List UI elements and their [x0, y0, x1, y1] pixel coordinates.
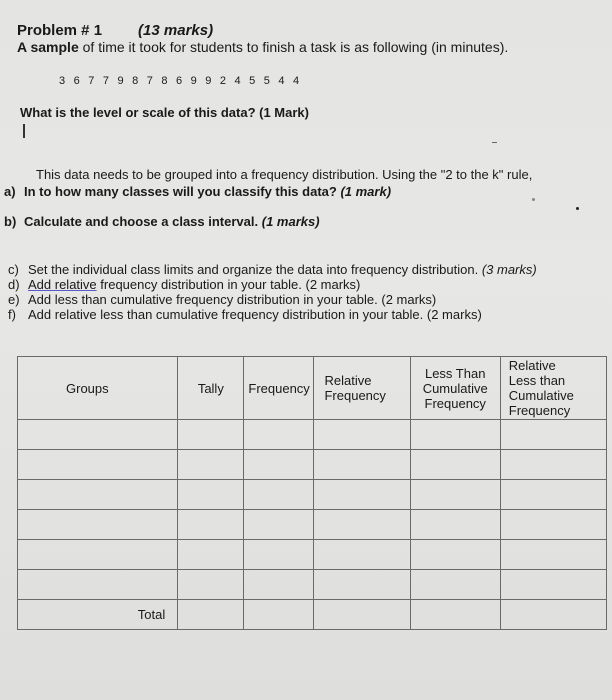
table-cell[interactable] — [18, 540, 178, 570]
header-relative-less-than-cumulative — [500, 357, 606, 420]
item-f-label: f) — [8, 307, 16, 322]
intro-rest: of time it took for students to finish a task is as following (in minutes). — [78, 39, 509, 55]
header-groups: Groups — [18, 357, 178, 420]
data-value: 2 — [219, 75, 227, 87]
table-cell[interactable] — [410, 510, 500, 540]
table-cell[interactable] — [178, 600, 244, 630]
table-row-total — [18, 600, 607, 630]
item-e-label: e) — [8, 292, 20, 307]
data-value: 8 — [132, 75, 139, 87]
header-line: Less Than — [424, 365, 486, 381]
header-line: Frequency — [508, 403, 571, 418]
table-cell[interactable] — [244, 420, 314, 450]
table-header-row — [18, 357, 607, 420]
data-value: 4 — [278, 75, 285, 87]
table-cell[interactable] — [410, 420, 500, 450]
question-level-scale: What is the level or scale of this data? (1 Mark) — [20, 105, 309, 120]
table-cell[interactable] — [244, 450, 314, 480]
data-value: 4 — [293, 75, 300, 87]
sample-data-values — [59, 75, 308, 87]
stray-dot — [576, 207, 579, 210]
data-value: 9 — [190, 75, 198, 87]
data-value: 7 — [146, 75, 154, 87]
header-less-than-cumulative — [410, 357, 500, 420]
data-value: 9 — [205, 75, 212, 87]
item-a-label: a) — [4, 184, 16, 199]
item-e-text: Add less than cumulative frequency distribution in your table. (2 marks) — [28, 292, 437, 307]
data-value: 7 — [102, 75, 110, 87]
item-b-points: (1 marks) — [261, 214, 320, 229]
table-cell[interactable] — [244, 600, 314, 630]
table-cell[interactable] — [178, 420, 244, 450]
table-row — [18, 540, 607, 570]
table-cell[interactable] — [314, 510, 410, 540]
data-value: 8 — [161, 75, 168, 87]
text-cursor — [23, 124, 25, 138]
header-tally: Tally — [178, 357, 244, 420]
table-cell[interactable] — [500, 420, 606, 450]
item-b — [4, 214, 320, 229]
item-d-label: d) — [8, 277, 20, 292]
header-line: Cumulative — [422, 380, 488, 396]
table-cell[interactable] — [410, 480, 500, 510]
data-value: 3 — [59, 75, 66, 87]
header-line: Less than — [508, 373, 566, 388]
header-relative-frequency — [314, 357, 410, 420]
table-cell[interactable] — [18, 570, 178, 600]
table-row — [18, 480, 607, 510]
table-cell[interactable] — [500, 480, 606, 510]
table-cell[interactable] — [18, 480, 178, 510]
item-c-points: (3 marks) — [481, 262, 537, 277]
data-value: 6 — [73, 75, 81, 87]
table-cell[interactable] — [244, 540, 314, 570]
item-b-text: Calculate and choose a class interval. — [24, 214, 259, 229]
header-line: Cumulative — [508, 388, 574, 403]
problem-marks: (13 marks) — [138, 22, 214, 39]
table-cell[interactable] — [244, 510, 314, 540]
table-cell[interactable] — [410, 600, 500, 630]
data-value: 4 — [234, 75, 242, 87]
data-value: 9 — [117, 75, 125, 87]
header-line: Frequency — [424, 395, 486, 411]
table-cell[interactable] — [410, 450, 500, 480]
table-row — [18, 510, 607, 540]
table-cell[interactable] — [178, 540, 244, 570]
problem-number: Problem # 1 — [17, 22, 103, 39]
table-row — [18, 450, 607, 480]
table-cell[interactable] — [178, 570, 244, 600]
table-cell[interactable] — [410, 540, 500, 570]
table-cell[interactable] — [500, 450, 606, 480]
header-line: Relative — [324, 373, 372, 388]
grouping-note: This data needs to be grouped into a frequency distribution. Using the "2 to the k" rule, — [36, 167, 533, 182]
table-cell[interactable] — [314, 540, 410, 570]
item-c-text: Set the individual class limits and organize the data into frequency distribution. — [28, 262, 479, 277]
problem-title — [17, 22, 213, 39]
table-cell[interactable] — [244, 480, 314, 510]
header-line: Relative — [508, 358, 556, 373]
intro-bold: A sample — [17, 39, 79, 55]
table-cell[interactable] — [500, 570, 606, 600]
table-cell[interactable] — [314, 450, 410, 480]
intro-text — [17, 39, 508, 55]
table-cell[interactable] — [18, 450, 178, 480]
table-cell[interactable] — [500, 600, 606, 630]
item-b-label: b) — [4, 214, 17, 229]
stray-mark — [492, 142, 497, 143]
table-cell[interactable] — [500, 510, 606, 540]
item-f — [8, 307, 482, 322]
stray-dot — [532, 198, 535, 201]
table-cell[interactable] — [500, 540, 606, 570]
header-frequency: Frequency — [244, 357, 314, 420]
table-cell[interactable] — [314, 570, 410, 600]
table-cell[interactable] — [178, 450, 244, 480]
table-cell[interactable] — [314, 480, 410, 510]
table-cell[interactable] — [178, 480, 244, 510]
data-value: 7 — [88, 75, 95, 87]
item-f-text: Add relative less than cumulative frequency distribution in your table. (2 marks) — [28, 307, 482, 322]
table-cell[interactable] — [18, 510, 178, 540]
item-c — [8, 262, 537, 277]
item-c-label: c) — [8, 262, 19, 277]
table-cell[interactable] — [314, 600, 410, 630]
table-cell[interactable] — [410, 570, 500, 600]
total-label: Total — [18, 600, 178, 630]
table-cell[interactable] — [18, 420, 178, 450]
data-value: 5 — [263, 75, 271, 87]
table-cell[interactable] — [178, 510, 244, 540]
frequency-table — [17, 356, 607, 630]
item-a-text: In to how many classes will you classify this data? — [24, 184, 337, 199]
header-line: Frequency — [324, 388, 386, 403]
item-d-text: frequency distribution in your table. (2 marks) — [96, 277, 361, 292]
table-cell[interactable] — [244, 570, 314, 600]
item-a-points: (1 mark) — [340, 184, 392, 199]
data-value: 6 — [176, 75, 183, 87]
item-d-underlined: Add relative — [28, 277, 97, 292]
data-value: 5 — [249, 75, 256, 87]
table-row — [18, 420, 607, 450]
item-a — [4, 184, 391, 199]
item-d — [8, 277, 360, 292]
table-row — [18, 570, 607, 600]
item-e — [8, 292, 436, 307]
table-cell[interactable] — [314, 420, 410, 450]
